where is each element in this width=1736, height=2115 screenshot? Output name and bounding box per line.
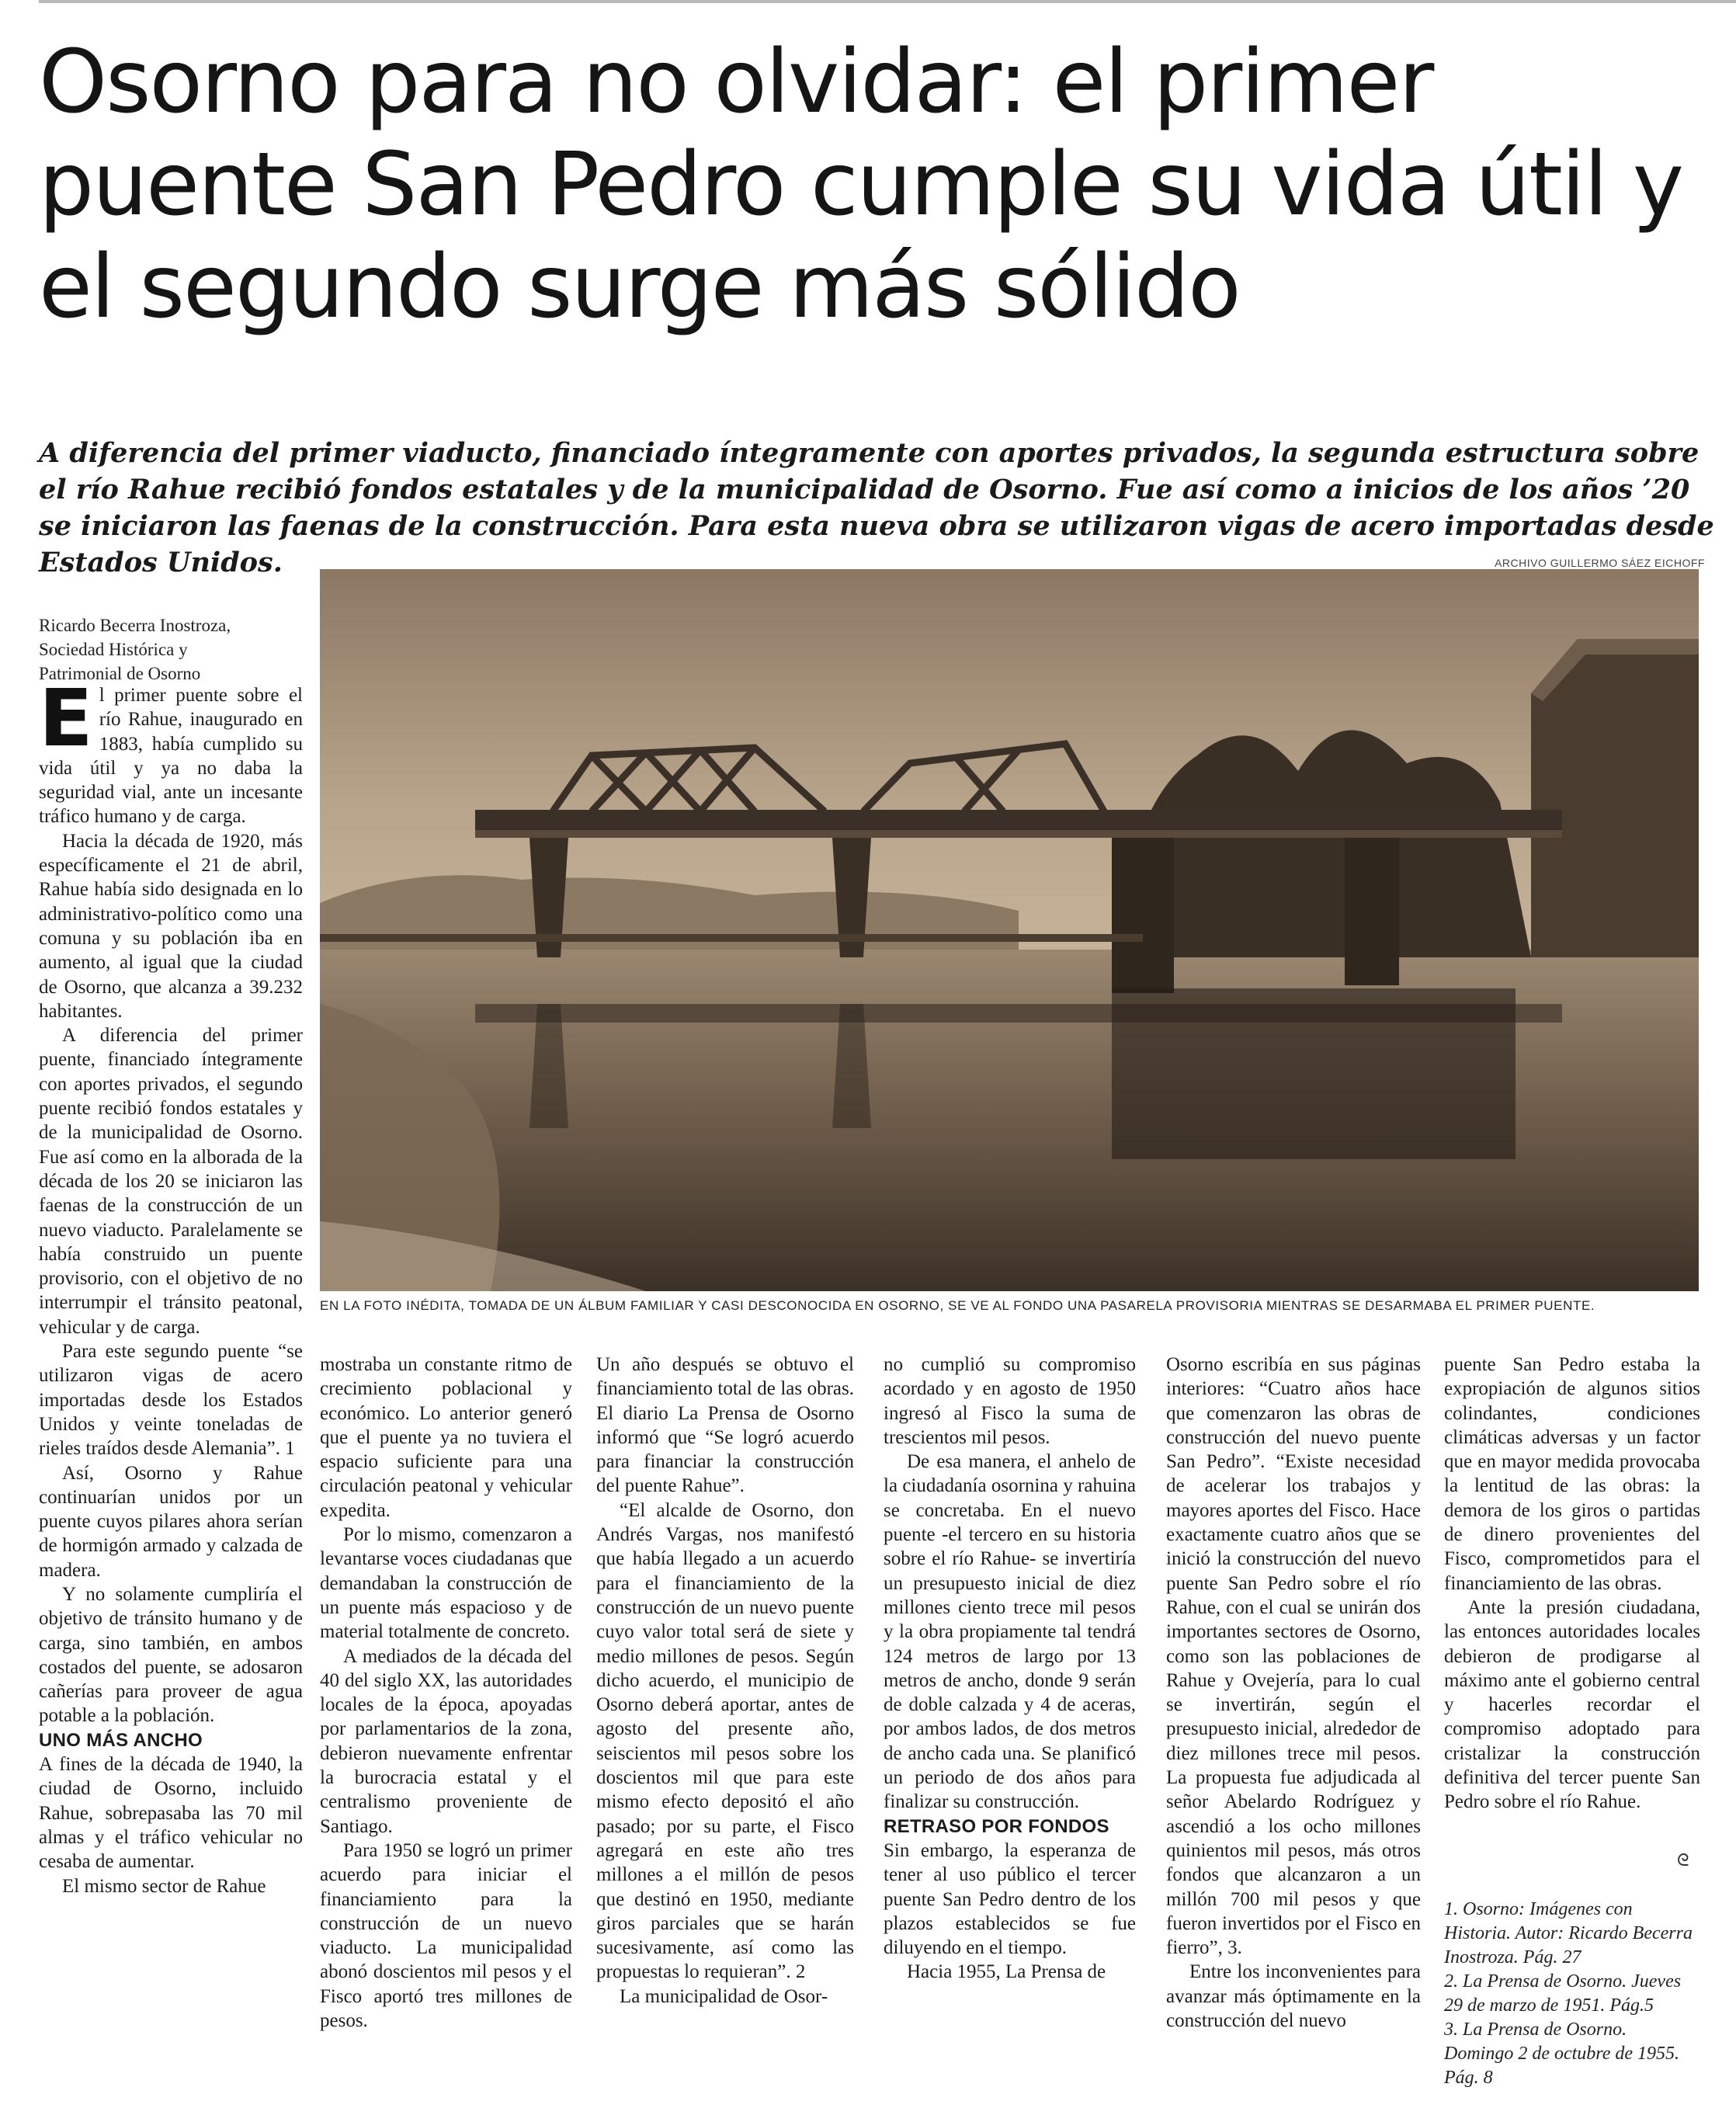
end-mark-icon: ᘓ [1677, 1851, 1689, 1870]
paragraph: Ante la presión ciudadana, las entonces autoridades locales debieron de prodigarse al máximo ante el gobierno central y hacerles recordar el compromiso adoptado para cristalizar la construcción definitiva del tercer puente San Pedro sobre el río Rahue. [1444, 1596, 1700, 1813]
paragraph: Osorno escribía en sus páginas interiores: “Cuatro años hace que comenzaron las obras de construcción del nuevo puente San Pedro”. “Existe necesidad de acelerar los trabajos y mayores aportes del Fisco. Hace exactamente cuatro años que se inició la construcción del nuevo puente San Pedro sobre el río Rahue, con el cual se unirán dos importantes sectores de Osorno, como son las poblaciones de Rahue y Ovejería, para lo cual se invertirán, según el presupuesto inicial, alrededor de diez millones trece mil pesos. La propuesta fue adjudicada al señor Abelardo Rodríguez y ascendió a los ocho millones quinientos mil pesos, más otros fondos que alcanzaron a un millón 700 mil pesos y que fueron invertidos por el Fisco en fierro”, 3. [1166, 1354, 1421, 1959]
column-3 [596, 1353, 854, 2009]
paragraph: A mediados de la década del 40 del siglo XX, las autoridades locales de la época, apoyadas por parlamentarios de la zona, debieron nuevamente enfrentar la burocracia estatal y el centralismo proveniente de Santiago. [320, 1645, 572, 1837]
paragraph: puente San Pedro estaba la expropiación de algunos sitios colindantes, condiciones climáticas adversas y un factor que en mayor medida provocaba la lentitud de las obras: la demora de los giros o partidas de dinero provenientes del Fisco, comprometidos para el financiamiento de las obras. [1444, 1354, 1700, 1594]
paragraph: Hacia 1955, La Prensa de [907, 1961, 1106, 1983]
paragraph: mostraba un constante ritmo de crecimiento poblacional y económico. Lo anterior generó que el puente ya no tuviera el espacio suficiente para una circulación peatonal y vehicular expedita. [320, 1354, 572, 1521]
headline: Osorno para no olvidar: el primer puente San Pedro cumple su vida útil y el segundo surge más sólido [39, 32, 1683, 338]
footnotes [1444, 1898, 1700, 2090]
paragraph-text: l primer puente sobre el río Rahue, inaugurado en 1883, había cumplido su vida útil y ya no daba la seguridad vial, ante un incesante tráfico humano y de carga. [39, 685, 303, 828]
paragraph: A diferencia del primer puente, financiado íntegramente con aportes privados, el segundo puente recibió fondos estatales y de la municipalidad de Osorno. Fue así como en la alborada de la década de los 20 se iniciaron las faenas de la construcción de un nuevo viaducto. Paralelamente se había construido un puente provisorio, con el objetivo de no interrumpir el tránsito peatonal, vehicular y de carga. [39, 1025, 303, 1338]
paragraph: La municipalidad de Osor- [620, 1985, 828, 2007]
paragraph: Entre los inconvenientes para avanzar más óptimamente en la construcción del nuevo [1166, 1961, 1421, 2032]
column-2 [320, 1353, 572, 2033]
subheading: RETRASO POR FONDOS [884, 1815, 1109, 1837]
paragraph: no cumplió su compromiso acordado y en agosto de 1950 ingresó al Fisco la suma de trescientos mil pesos. [884, 1354, 1136, 1448]
top-rule [39, 0, 1736, 3]
photo-credit: ARCHIVO GUILLERMO SÁEZ EICHOFF [1495, 557, 1705, 569]
paragraph: Sin embargo, la esperanza de tener al uso público el tercer puente San Pedro dentro de los plazos establecidos se fue diluyendo en el tiempo. [884, 1839, 1136, 1959]
paragraph: Y no solamente cumpliría el objetivo de tránsito humano y de carga, sino también, en ambos costados del puente, se adosaron cañerías para proveer de agua potable a la población. [39, 1583, 303, 1727]
paragraph: Hacia la década de 1920, más específicamente el 21 de abril, Rahue había sido designada en lo administrativo-político como una comuna y su población iba en aumento, al igual que la ciudad de Osorno, que alcanza a 39.232 habitantes. [39, 830, 303, 1022]
column-5 [1166, 1353, 1421, 2033]
paragraph: A fines de la década de 1940, la ciudad de Osorno, incluido Rahue, sobrepasaba las 70 mil almas y el tráfico vehicular no cesaba de aumentar. [39, 1754, 303, 1873]
column-4 [884, 1353, 1136, 1985]
author-org-line2: Patrimonial de Osorno [39, 664, 201, 683]
column-6 [1444, 1353, 1700, 1815]
author-name: Ricardo Becerra Inostroza, [39, 616, 231, 635]
footnote: 1. Osorno: Imágenes con Historia. Autor: Ricardo Becerra Inostroza. Pág. 27 [1444, 1899, 1693, 1967]
deck-summary: A diferencia del primer viaducto, financiado íntegramente con aportes privados, la segunda estructura sobre el río Rahue recibió fondos estatales y de la municipalidad de Osorno. Fue así como a inicios de los años ’20 se iniciaron las faenas de la construcción. Para esta nueva obra se utilizaron vigas de acero importadas desde Estados Unidos. [39, 437, 1714, 578]
paragraph: Para este segundo puente “se utilizaron vigas de acero importadas desde los Estados Unidos y veinte toneladas de rieles traídos desde Alemania”. 1 [39, 1341, 303, 1460]
author-org-line1: Sociedad Histórica y [39, 640, 188, 659]
footnote: 2. La Prensa de Osorno. Jueves 29 de marzo de 1951. Pág.5 [1444, 1971, 1682, 2016]
paragraph: De esa manera, el anhelo de la ciudadanía osornina y rahuina se concretaba. En el nuevo puente -el tercero en su historia sobre el río Rahue- se invertiría un presupuesto inicial de diez millones ciento trece mil pesos y la obra propiamente tal tendrá 124 metros de largo por 13 metros de ancho, donde 9 serán de doble calzada y 4 de aceras, por ambos lados, de dos metros de ancho cada una. Se planificó un periodo de dos años para finalizar su construcción. [884, 1451, 1136, 1813]
paragraph: Por lo mismo, comenzaron a levantarse voces ciudadanas que demandaban la construcción de un puente más espacioso y de material totalmente de concreto. [320, 1524, 572, 1643]
footnote: 3. La Prensa de Osorno. Domingo 2 de octubre de 1955. Pág. 8 [1444, 2019, 1680, 2088]
paragraph: Para 1950 se logró un primer acuerdo para iniciar el financiamiento para la construcción de un nuevo viaducto. La municipalidad abonó doscientos mil pesos y el Fisco aportó tres millones de pesos. [320, 1839, 572, 2032]
paragraph: Un año después se obtuvo el financiamiento total de las obras. El diario La Prensa de Osorno informó que “Se logró acuerdo para financiar la construcción del puente Rahue”. [596, 1354, 854, 1497]
photo-caption: EN LA FOTO INÉDITA, TOMADA DE UN ÁLBUM FAMILIAR Y CASI DESCONOCIDA EN OSORNO, SE VE AL FONDO UNA PASARELA PROVISORIA MIENTRAS SE DESARMABA EL PRIMER PUENTE. [320, 1298, 1595, 1313]
paragraph: El mismo sector de Rahue [62, 1875, 266, 1897]
subheading: UNO MÁS ANCHO [39, 1729, 203, 1751]
paragraph: Así, Osorno y Rahue continuarían unidos por un puente cuyos pilares ahora serían de hormigón armado y calzada de madera. [39, 1462, 303, 1581]
bridge-photo [320, 569, 1699, 1291]
drop-cap: E [39, 672, 93, 765]
paragraph: “El alcalde de Osorno, don Andrés Vargas, nos manifestó que había llegado a un acuerdo para el financiamiento de la construcción de un nuevo puente cuyo valor total será de siete y medio millones de pesos. Según dicho acuerdo, el municipio de Osorno deberá aportar, antes de agosto del presente año, seiscientos mil pesos sobre los doscientos mil que para este mismo efecto depositó el año pasado; por su parte, el Fisco agregará en este año tres millones a el millón de pesos que destinó en 1950, mediante giros parciales que se harán sucesivamente, así como las propuestas lo requieran”. 2 [596, 1499, 854, 1983]
bridge-photo-illustration [320, 569, 1699, 1291]
